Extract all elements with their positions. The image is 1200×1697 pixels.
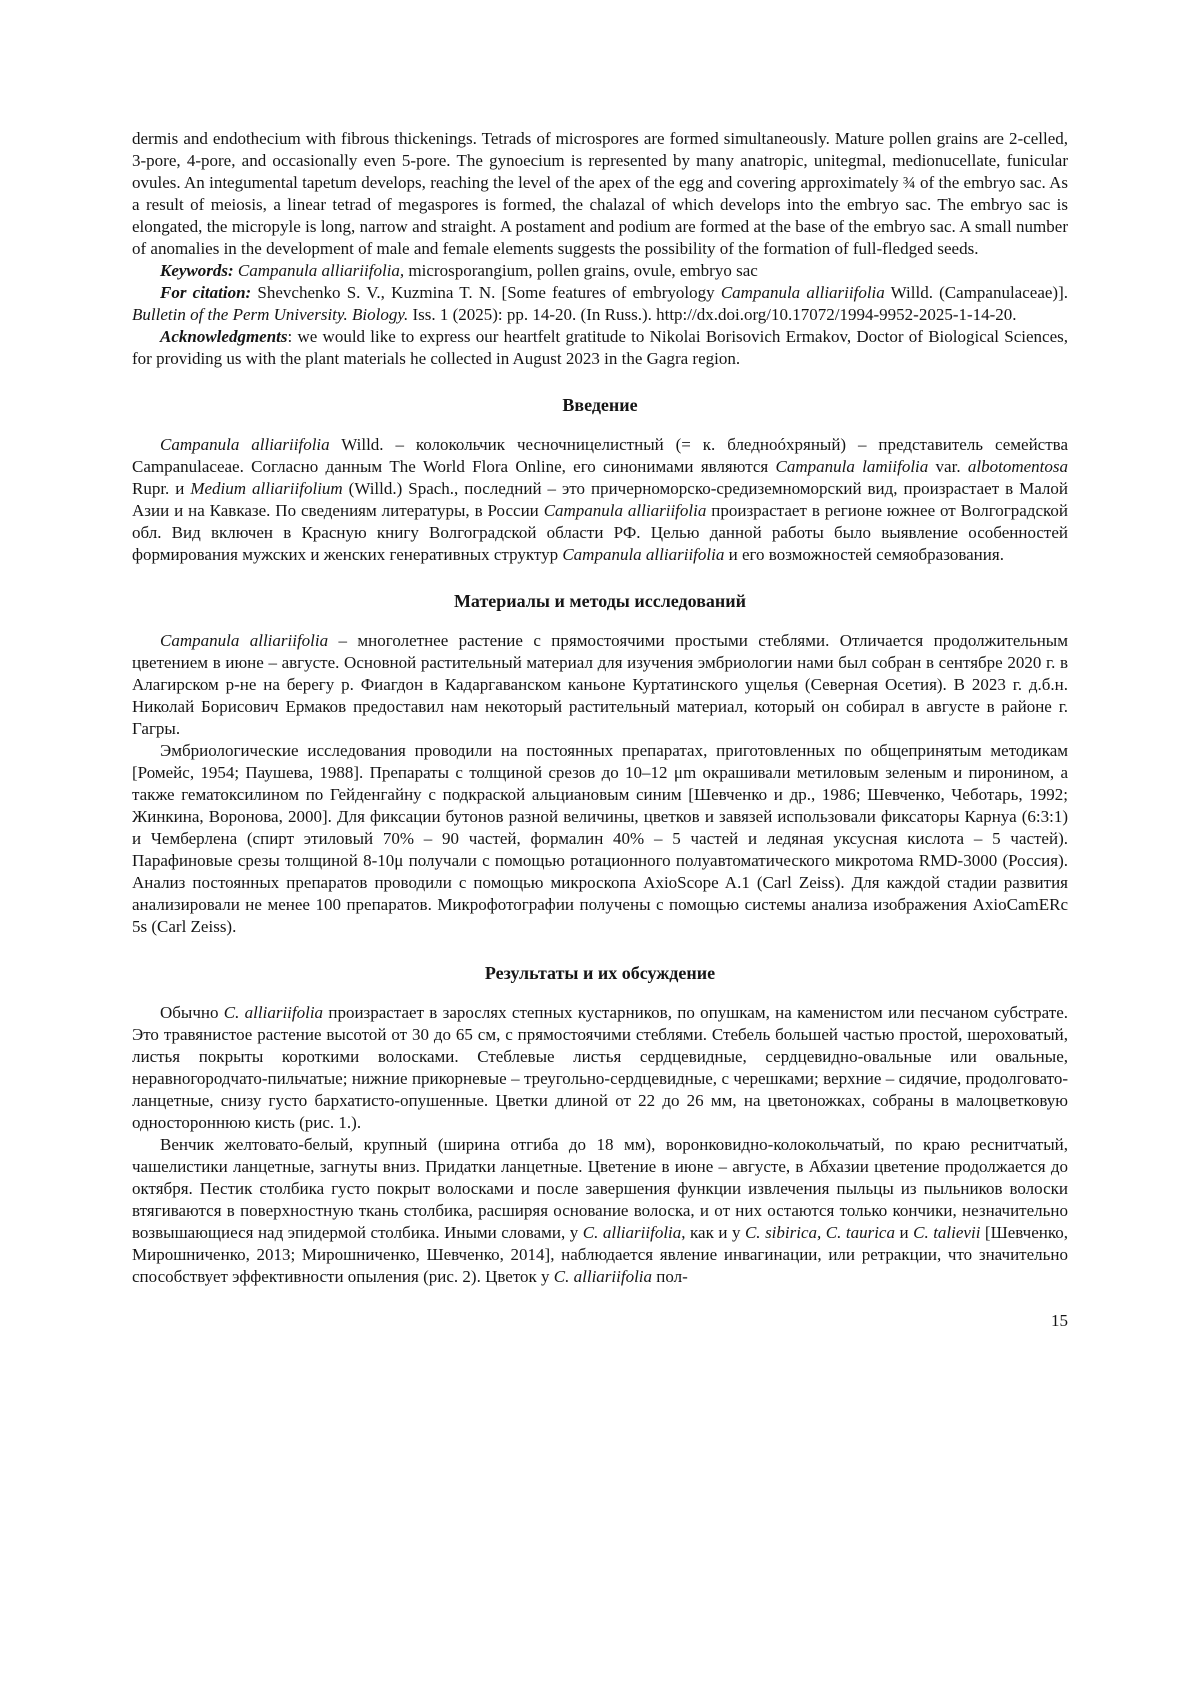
- abstract-tail-paragraph: [132, 128, 1068, 260]
- citation-text: Willd. (Campanulaceae)].: [884, 283, 1068, 302]
- text-run: Эмбриологические исследования проводили на постоянных препаратах, приготовленных по общепринятым методикам [Ромейс, 1954; Паушева, 1988]. Препараты с толщиной срезов до 10–12 μm окрашивали метиловым зеленым и пиронином, а также гематоксилином по Гейденгайну с подкраской альциановым синим [Шевченко и др., 1986; Шевченко, Чеботарь, 1992; Жинкина, Воронова, 2000]. Для фиксации бутонов разной величины, цветков и завязей использовали фиксаторы Карнуа (6:3:1) и Чемберлена (спирт этиловый 70% – 90 частей, формалин 40% – 5 частей и ледяная уксусная кислота – 5 частей). Парафиновые срезы толщиной 8-10μ получали с помощью ротационного полуавтоматического микротома RMD-3000 (Россия). Анализ постоянных препаратов проводили с помощью микроскопа AxioScope A.1 (Carl Zeiss). Для каждой стадии развития анализировали не менее 100 препаратов. Микрофотографии получены с помощью системы анализа изображения AxioCamERc 5s (Carl Zeiss).: [132, 741, 1068, 936]
- text-run: произрастает в регионе южнее от Волгоградской обл. Вид включен в Красную книгу Волгоградской области РФ. Целью данной работы было выявление особенностей формирования мужских и женских генеративных структур: [132, 501, 1068, 564]
- results-paragraph-2: [132, 1134, 1068, 1288]
- text-run: пол-: [652, 1267, 688, 1286]
- for-citation-label: For citation:: [160, 283, 258, 302]
- section-heading-introduction: Введение: [562, 395, 638, 415]
- text-run: Обычно: [160, 1003, 224, 1022]
- materials-paragraph-1: [132, 630, 1068, 740]
- citation-authors: Shevchenko S. V., Kuzmina T. N. [Some features of embryology: [257, 283, 721, 302]
- text-run: [Шевченко, Мирошниченко, 2013; Мирошниченко, Шевченко, 2014], наблюдается явление инвагинации, или ретракции, что значительно способствует эффективности опыления (рис. 2). Цветок у: [132, 1223, 1069, 1286]
- text-run: dermis and endothecium with fibrous thickenings. Tetrads of microspores are formed simultaneously. Mature pollen grains are 2-celled, 3-pore, 4-pore, and occasionally even 5-pore. The gynoecium is represented by many anatropic, unitegmal, medionucellate, funicular ovules. An integumental tapetum develops, reaching the level of the apex of the egg and covering approximately ¾ of the embryo sac. As a result of meiosis, a linear tetrad of megaspores is formed, the chalazal of which develops into the embryo sac. The embryo sac is elongated, the micropyle is long, narrow and straight. A postament and podium are formed at the base of the embryo sac. A small number of anomalies in the development of male and female elements suggests the possibility of the formation of full-fledged seeds.: [132, 129, 1068, 258]
- citation-issue-pages: Iss. 1 (2025): pp. 14-20. (In Russ.).: [408, 305, 657, 324]
- text-run: произрастает в зарослях степных кустарников, по опушкам, на каменистом или песчаном субстрате. Это травянистое растение высотой от 30 до 65 см, с прямостоячими стеблями. Стебель большей частью простой, шероховатый, листья покрыты короткими волосками. Стеблевые листья сердцевидные, сердцевидно-овальные или овальные, неравногородчато-пильчатые; нижние прикорневые – треугольно-сердцевидные, с черешками; верхние – сидячие, продолговато-ланцетные, снизу густо бархатисто-опушенные. Цветки длиной от 22 до 26 мм, на цветоножках, собраны в малоцветковую одностороннюю кисть (рис. 1.).: [132, 1003, 1068, 1132]
- species-name: C. sibirica, C. taurica: [744, 1223, 895, 1242]
- page-content: [132, 128, 1068, 1332]
- journal-title: Bulletin of the Perm University. Biology.: [132, 305, 409, 324]
- species-name: Medium alliariifolium: [190, 479, 343, 498]
- species-name: Campanula lamiifolia: [775, 457, 929, 476]
- species-name: Campanula alliariifolia: [562, 545, 725, 564]
- acknowledgments-text: : we would like to express our heartfelt gratitude to Nikolai Borisovich Ermakov, Doctor of Biological Sciences, for providing us with the plant materials he collected in August 2023 in the Gagra region.: [132, 327, 1068, 368]
- text-run: и: [894, 1223, 914, 1242]
- text-run: Венчик желтовато-белый, крупный (ширина отгиба до 18 мм), воронковидно-колокольчатый, по краю реснитчатый, чашелистики ланцетные, загнуты вниз. Придатки ланцетные. Цветение в июне – августе, в Абхазии цветение продолжается до октября. Пестик столбика густо покрыт волосками и после завершения функции извлечения пыльцы из пыльников волоски втягиваются в поверхностную ткань столбика, расширяя основание волоска, и от них остаются только кончики, незначительно возвышающиеся над эпидермой столбика. Иными словами, у: [132, 1135, 1068, 1242]
- section-heading-results: Результаты и их обсуждение: [484, 963, 716, 983]
- text-run: var.: [928, 457, 968, 476]
- acknowledgments-label: Acknowledgments: [160, 327, 288, 346]
- keywords-label: Keywords:: [160, 261, 238, 280]
- introduction-paragraph: [132, 434, 1068, 566]
- species-name: C. alliariifolia: [223, 1003, 324, 1022]
- species-name: C. talievii: [913, 1223, 981, 1242]
- acknowledgments-line: [132, 326, 1068, 370]
- page-number-row: [132, 1310, 1068, 1332]
- text-run: Willd. – колокольчик чесночницелистный (= к. бледноóхряный) – представитель семейства Campanulaceae. Согласно данным The World Flora Online, его синонимами являются: [132, 435, 1068, 476]
- section-heading-materials-methods: Материалы и методы исследований: [453, 591, 747, 611]
- species-name: Campanula alliariifolia: [160, 435, 330, 454]
- species-name: C. alliariifolia: [553, 1267, 653, 1286]
- citation-line: [132, 282, 1068, 326]
- page-number: 15: [1051, 1311, 1068, 1330]
- doi-text: http://dx.doi.org/10.17072/1994-9952-2025-1-14-20.: [656, 305, 1017, 324]
- text-run: (Willd.) Spach., последний – это причерноморско-средиземноморский вид, произрастает в Малой Азии и на Кавказе. По сведениям литературы, в России: [132, 479, 1068, 520]
- keywords-line: [132, 260, 1068, 282]
- species-name: Campanula alliariifolia: [543, 501, 707, 520]
- species-name: Campanula alliariifolia: [160, 631, 329, 650]
- text-run: Rupr. и: [132, 479, 191, 498]
- text-run: – многолетнее растение с прямостоячими простыми стеблями. Отличается продолжительным цветением в июне – августе. Основной растительный материал для изучения эмбриологии нами был собран в сентябре 2020 г. в Алагирском р-не на берегу р. Фиагдон в Кадаргаванском каньоне Куртатинского ущелья (Северная Осетия). В 2023 г. д.б.н. Николай Борисович Ермаков предоставил нам некоторый растительный материал, который он собирал в августе в районе г. Гагры.: [132, 631, 1068, 738]
- citation-species-name: Campanula alliariifolia: [720, 283, 885, 302]
- keywords-species-name: Campanula alliariifolia,: [237, 261, 405, 280]
- variety-name: albotomentosa: [967, 457, 1068, 476]
- materials-paragraph-2: [132, 740, 1068, 938]
- text-run: , как и у: [681, 1223, 745, 1242]
- keywords-terms: microsporangium, pollen grains, ovule, embryo sac: [404, 261, 758, 280]
- results-paragraph-1: [132, 1002, 1068, 1134]
- text-run: и его возможностей семяобразования.: [724, 545, 1004, 564]
- species-name: C. alliariifolia: [582, 1223, 682, 1242]
